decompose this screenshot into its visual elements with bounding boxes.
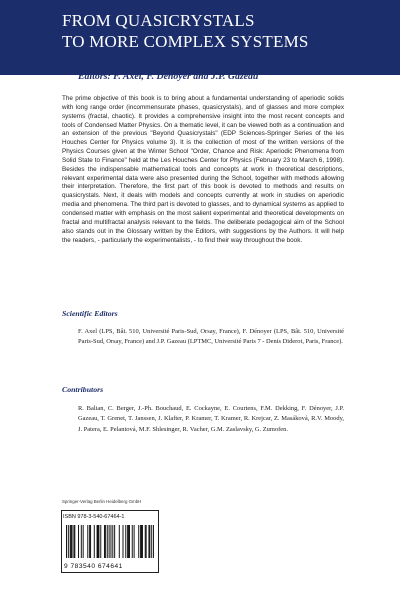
publisher-line: Springer-Verlag Berlin Heidelberg GmbH	[62, 499, 142, 504]
barcode-bar	[83, 525, 84, 558]
title-band	[0, 0, 400, 75]
barcode-bar	[129, 525, 130, 558]
editors-line: Editors: F. Axel, F. Dénoyer and J.P. Gazeau	[78, 71, 259, 82]
barcode-bar	[132, 525, 133, 558]
barcode-bar	[87, 525, 88, 558]
isbn-label: ISBN 978-3-540-67464-1	[63, 514, 125, 520]
barcode-bar	[114, 525, 115, 558]
barcode-bar	[128, 525, 129, 558]
barcode-bar	[71, 525, 72, 558]
barcode-bar	[112, 525, 113, 558]
title-line-1: FROM QUASICRYSTALS	[62, 11, 255, 30]
barcode-bar	[125, 525, 126, 558]
barcode-bar	[66, 525, 67, 558]
barcode-bar	[68, 525, 69, 558]
scientific-editors-heading: Scientific Editors	[62, 309, 118, 318]
barcode-bar	[138, 525, 139, 558]
contributors-text: R. Balian, C. Berger, J.-Ph. Bouchaud, E. Cockayne, E. Courtens, F.M. Dekking, F. Dénoyer, J.P. Gazeau, T. Grenet, T. Janssen, J. Klafter, P. Kramer, T. Kramer, R. Krejcar, Z. Masáková, R.V. Moody, J. Patera, E. Pelantová, M.F. Shlesinger, R. Vacher, G.M. Zaslavsky, G. Zumofen.	[78, 405, 344, 433]
barcode-bar	[74, 525, 75, 558]
barcode-bar	[97, 525, 98, 558]
barcode-bar	[105, 525, 106, 558]
barcode-bar	[109, 525, 110, 558]
barcode-bar	[100, 525, 101, 558]
barcode-bar	[151, 525, 152, 558]
barcode-bar	[89, 525, 90, 558]
barcode-bar	[142, 525, 143, 558]
scientific-editors-text: F. Axel (LPS, Bât. 510, Université Paris-Sud, Orsay, France), F. Dénoyer (LPS, Bât. 510, Université Paris-Sud, Orsay, France) and J.P. Gazeau (LPTMC, Université Paris 7 - Denis Diderot, Paris, France).	[78, 328, 344, 346]
barcode-bar	[134, 525, 135, 558]
barcode-bar	[141, 525, 142, 558]
barcode-bar	[90, 525, 91, 558]
barcode-bar	[119, 525, 120, 558]
barcode-bar	[94, 525, 95, 558]
barcode-bar	[72, 525, 73, 558]
barcode-bar	[70, 525, 71, 558]
contributors-heading: Contributors	[62, 385, 104, 394]
barcode-bar	[107, 525, 108, 558]
barcode-digits: 9 783540 674641	[64, 563, 123, 570]
barcode-bar	[149, 525, 150, 558]
barcode-bar	[78, 525, 79, 558]
barcode-bar	[127, 525, 128, 558]
barcode-bar	[146, 525, 147, 558]
barcode-bar	[145, 525, 146, 558]
barcode-bar	[81, 525, 82, 558]
barcode-graphic	[66, 525, 154, 558]
barcode-bar	[153, 525, 154, 558]
barcode-bar	[73, 525, 74, 558]
barcode-bar	[148, 525, 149, 558]
barcode-bar	[104, 525, 105, 558]
barcode-bar	[140, 525, 141, 558]
barcode-bar	[110, 525, 111, 558]
title-line-2: TO MORE COMPLEX SYSTEMS	[62, 32, 309, 51]
barcode-bar	[97, 525, 98, 558]
description-paragraph: The prime objective of this book is to bring about a fundamental understanding of aperiodic solids with long range order (incommensurate phases, quasicrystals), and of glasses and more complex systems (fractal, chaotic). It provides a comprehensive insight into the most recent concepts and tools of Condensed Matter Physics. On a thematic level, it can be viewed both as a continuation and an extension of the previous "Beyond Quasicrystals" (EDP Sciences-Springer Series of the les Houches Center for Physics volume 3). It is the collection of most of the written versions of the Physics Courses given at the Winter School "Order, Chance and Risk: Aperiodic Phenomena from Solid State to Finance" held at the Les Houches Center for Physics (February 23 to March 6, 1998). Besides the indispensable mathematical tools and concepts at work in theoretical descriptions, relevant experimental data were also presented during the School, together with methods allowing their interpretation. Therefore, the first part of this book is devoted to methods and results on quasicrystals. Next, it deals with models and concepts currently at work in studies on aperiodic media and phenomena. The third part is devoted to glasses, and to dynamical systems as applied to condensed matter with emphasis on the most salient experimental and theoretical developments on fractal and multifractal analysis relevant to the fields. The deliberate pedagogical aim of the School also stands out in the Glossary written by the Editors, with suggestions by the Authors. It will help the readers, - particularly the experimentalists, - to find their way throughout the book.	[62, 95, 344, 244]
barcode-bar	[123, 525, 124, 558]
barcode-bar	[98, 525, 99, 558]
